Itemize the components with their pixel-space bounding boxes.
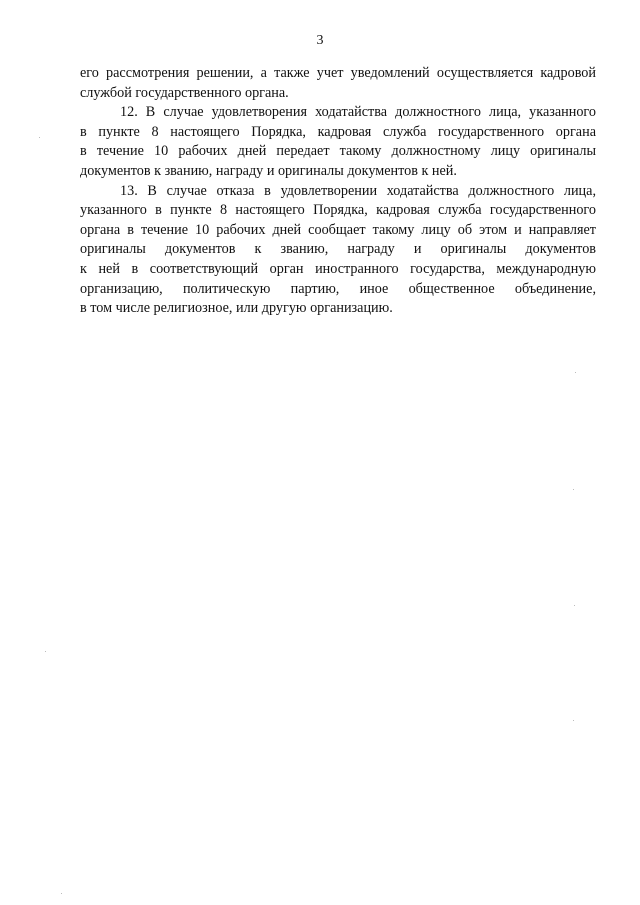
scan-speck (574, 605, 575, 606)
scan-speck (575, 372, 576, 373)
text-line: 13. В случае отказа в удовлетворении ходатайства должностного лица, (120, 182, 596, 199)
text-line: к ней в соответствующий орган иностранного государства, международную (80, 260, 596, 277)
text-line: органа в течение 10 рабочих дней сообщает такому лицу об этом и направляет (80, 221, 596, 238)
text-line: указанного в пункте 8 настоящего Порядка, кадровая служба государственного (80, 202, 596, 219)
scan-speck (573, 720, 574, 721)
text-line: в том числе религиозное, или другую организацию. (80, 300, 393, 317)
scan-speck (45, 651, 46, 652)
scan-speck (61, 893, 62, 894)
text-line: документов к званию, награду и оригиналы документов к ней. (80, 162, 457, 179)
scan-speck (39, 137, 40, 138)
page-number: 3 (316, 33, 324, 48)
paragraph-continuation (80, 64, 596, 103)
text-line: службой государственного органа. (80, 84, 289, 101)
text-line: организацию, политическую партию, иное общественное объединение, (80, 280, 596, 297)
scan-speck (573, 489, 574, 490)
text-line: в течение 10 рабочих дней передает такому должностному лицу оригиналы (80, 143, 596, 160)
text-line: в пункте 8 настоящего Порядка, кадровая служба государственного органа (80, 123, 596, 140)
paragraph-12 (80, 103, 596, 181)
text-line: оригиналы документов к званию, награду и оригиналы документов (80, 241, 596, 258)
document-body (80, 64, 596, 319)
paragraph-13 (80, 182, 596, 319)
text-line: 12. В случае удовлетворения ходатайства должностного лица, указанного (120, 104, 596, 121)
text-line: его рассмотрения решении, а также учет уведомлений осуществляется кадровой (80, 65, 596, 81)
